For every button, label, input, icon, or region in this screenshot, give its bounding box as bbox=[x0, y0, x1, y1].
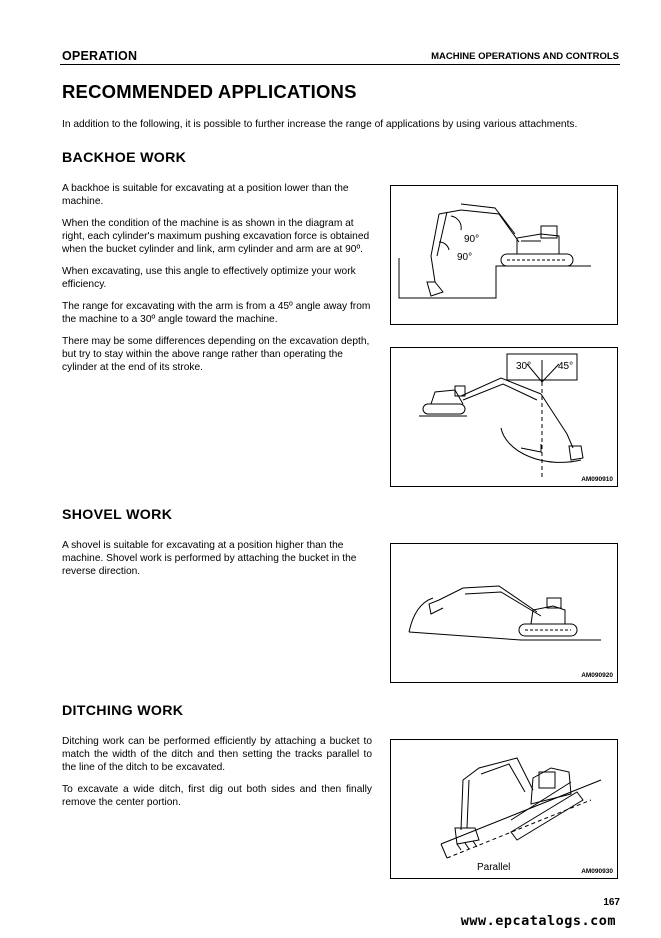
chapter-header: MACHINE OPERATIONS AND CONTROLS bbox=[431, 51, 619, 62]
backhoe-paragraph: There may be some differences depending on the excavation depth, but try to stay within the above range rather than operating the cylinder at the end of its stroke. bbox=[62, 336, 370, 373]
angle-label: 90° bbox=[464, 234, 480, 245]
shovel-heading: SHOVEL WORK bbox=[62, 507, 173, 523]
shovel-figure bbox=[390, 543, 618, 683]
figure-code: AM090930 bbox=[581, 868, 613, 875]
page-number: 167 bbox=[603, 897, 620, 908]
angle-label: 90° bbox=[457, 252, 473, 263]
section-header: OPERATION bbox=[62, 49, 138, 63]
intro-text: In addition to the following, it is possible to further increase the range of applications by using various attachments. bbox=[62, 119, 578, 130]
ditching-text bbox=[62, 735, 372, 818]
backhoe-machine-illustration bbox=[391, 186, 617, 324]
backhoe-angle-figure bbox=[390, 185, 618, 325]
page-title: RECOMMENDED APPLICATIONS bbox=[62, 81, 357, 102]
ditching-paragraph: Ditching work can be performed efficiently by attaching a bucket to match the width of the ditch and then setting the tracks parallel to the line of the ditch to be excavated. bbox=[62, 736, 372, 773]
arm-range-illustration bbox=[391, 348, 617, 486]
angle-label: 30° bbox=[516, 361, 532, 372]
backhoe-paragraph: The range for excavating with the arm is from a 45º angle away from the machine to a 30º angle toward the machine. bbox=[62, 301, 371, 325]
header-divider bbox=[60, 64, 620, 65]
shovel-text bbox=[62, 539, 372, 587]
ditching-figure bbox=[390, 739, 618, 879]
shovel-machine-illustration bbox=[391, 544, 617, 682]
backhoe-text bbox=[62, 182, 372, 383]
figure-code: AM090910 bbox=[581, 476, 613, 483]
figure-code: AM090920 bbox=[581, 672, 613, 679]
parallel-label: Parallel bbox=[477, 862, 511, 873]
ditching-heading: DITCHING WORK bbox=[62, 703, 184, 719]
backhoe-paragraph: A backhoe is suitable for excavating at a position lower than the machine. bbox=[62, 183, 349, 207]
backhoe-heading: BACKHOE WORK bbox=[62, 150, 187, 166]
backhoe-paragraph: When excavating, use this angle to effectively optimize your work efficiency. bbox=[62, 266, 356, 290]
ditching-paragraph: To excavate a wide ditch, first dig out both sides and then finally remove the center portion. bbox=[62, 784, 372, 808]
angle-label: 45° bbox=[558, 361, 574, 372]
arm-range-figure bbox=[390, 347, 618, 487]
backhoe-paragraph: When the condition of the machine is as shown in the diagram at right, each cylinder's maximum pushing excavation force is obtained when the bucket cylinder and link, arm cylinder and arm are at 90º. bbox=[62, 218, 370, 255]
watermark: www.epcatalogs.com bbox=[460, 913, 616, 929]
shovel-paragraph: A shovel is suitable for excavating at a position higher than the machine. Shovel work is performed by attaching the bucket in the reverse direction. bbox=[62, 540, 357, 577]
ditching-machine-illustration bbox=[391, 740, 617, 878]
